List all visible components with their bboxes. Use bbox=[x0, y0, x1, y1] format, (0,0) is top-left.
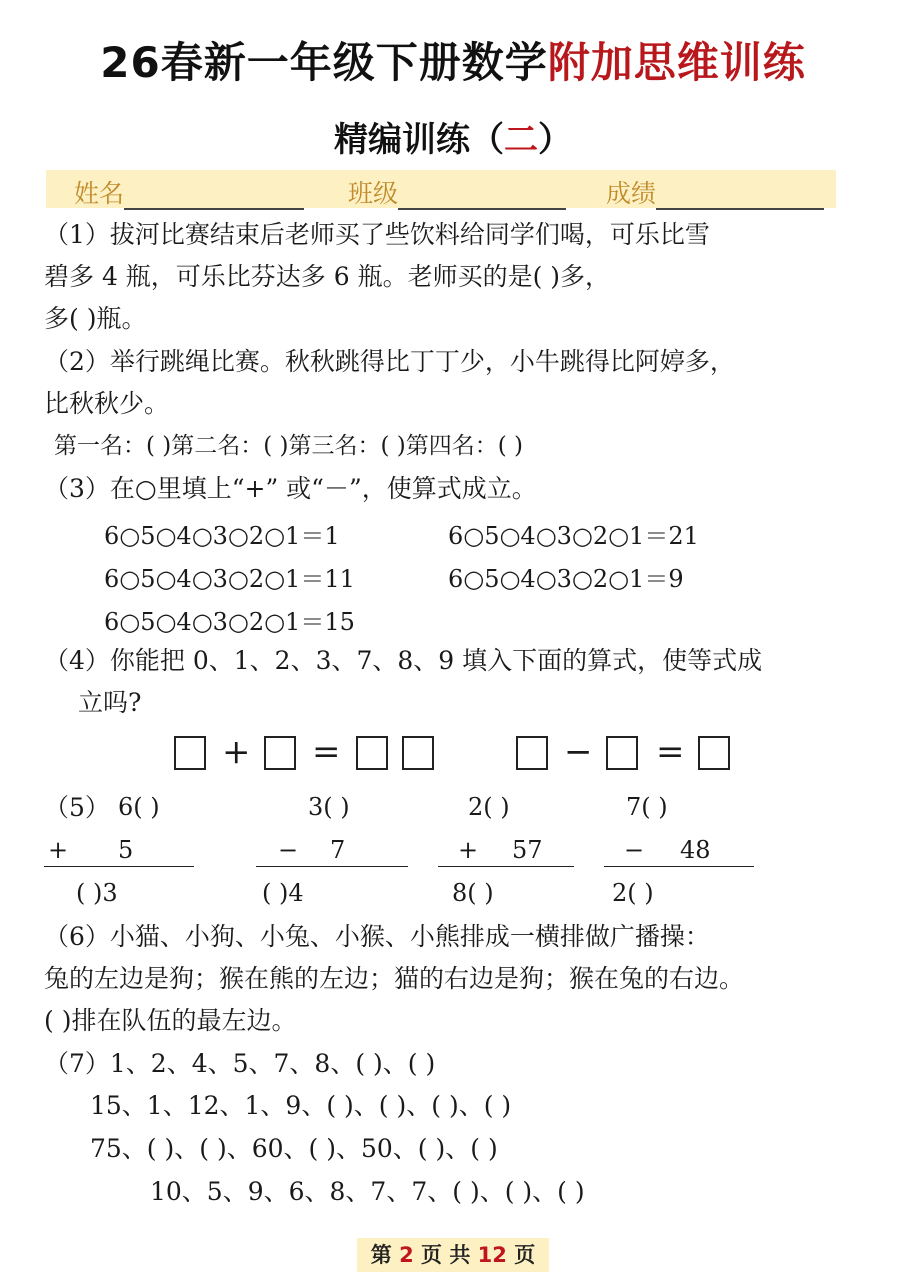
answer-box[interactable] bbox=[402, 736, 434, 770]
q5-col2-bottom: ( )4 bbox=[262, 879, 304, 907]
answer-box[interactable] bbox=[698, 736, 730, 770]
q5-col3-bottom: 8( ) bbox=[452, 879, 494, 907]
q5-col2-top: 3( ) bbox=[308, 793, 350, 821]
q5-col1-rule bbox=[44, 866, 194, 867]
score-blank-line[interactable] bbox=[656, 182, 824, 210]
equals-sign: = bbox=[656, 732, 685, 772]
total-page-count: 12 bbox=[477, 1243, 507, 1267]
footer-post: 页 bbox=[514, 1243, 536, 1267]
subtitle-right: ） bbox=[538, 120, 572, 160]
q5-label: （5） bbox=[44, 793, 110, 822]
q5-col2-rule bbox=[256, 866, 408, 867]
q5-col1-bottom: ( )3 bbox=[76, 879, 118, 907]
q2-line1: （2）举行跳绳比赛。秋秋跳得比丁丁少，小牛跳得比阿婷多， bbox=[44, 347, 735, 376]
q4-line2: 立吗? bbox=[78, 688, 142, 717]
answer-box[interactable] bbox=[174, 736, 206, 770]
title-main: 26春新一年级下册数学 bbox=[100, 38, 548, 87]
q5-col4-op: − bbox=[624, 836, 645, 864]
answer-box[interactable] bbox=[606, 736, 638, 770]
q3-equation-1: 6○5○4○3○2○1＝1 bbox=[104, 522, 340, 550]
minus-sign: − bbox=[564, 732, 593, 772]
footer-mid: 页 共 bbox=[421, 1243, 471, 1267]
name-blank-line[interactable] bbox=[124, 182, 304, 210]
title-highlight: 附加思维训练 bbox=[547, 38, 806, 87]
q5-col3-op: + bbox=[458, 836, 479, 864]
q5-col1-op: + bbox=[48, 836, 69, 864]
q6-line2: 兔的左边是狗；猴在熊的左边；猫的右边是狗；猴在兔的右边。 bbox=[44, 964, 745, 993]
page-number-footer bbox=[357, 1238, 549, 1272]
name-label: 姓名 bbox=[74, 179, 125, 208]
q2-rank-line: 第一名：( )第二名：( )第三名：( )第四名：( ) bbox=[54, 433, 524, 459]
class-blank-line[interactable] bbox=[398, 182, 566, 210]
equals-sign: = bbox=[312, 732, 341, 772]
q5-col3-rule bbox=[438, 866, 574, 867]
current-page-number: 2 bbox=[399, 1243, 414, 1267]
q5-col2-num: 7 bbox=[330, 836, 346, 864]
name-field bbox=[74, 174, 304, 210]
q6-line3: ( )排在队伍的最左边。 bbox=[44, 1006, 297, 1035]
q3-line1: （3）在○里填上“+” 或“－”，使算式成立。 bbox=[44, 474, 537, 503]
page-subtitle bbox=[0, 112, 906, 161]
q3-equation-4: 6○5○4○3○2○1＝9 bbox=[448, 565, 684, 593]
class-label: 班级 bbox=[348, 179, 399, 208]
q5-col4-top: 7( ) bbox=[626, 793, 668, 821]
q4-line1: （4）你能把 0、1、2、3、7、8、9 填入下面的算式，使等式成 bbox=[44, 646, 763, 675]
q5-col3-top: 2( ) bbox=[468, 793, 510, 821]
q3-equation-2: 6○5○4○3○2○1＝21 bbox=[448, 522, 699, 550]
q2-line2: 比秋秋少。 bbox=[44, 389, 170, 418]
q5-col1-top: 6( ) bbox=[118, 793, 160, 821]
plus-sign: + bbox=[222, 732, 251, 772]
score-field bbox=[606, 174, 824, 210]
q1-line2: 碧多 4 瓶，可乐比芬达多 6 瓶。老师买的是( )多， bbox=[44, 262, 611, 291]
q7-line3: 75、( )、( )、60、( )、50、( )、( ) bbox=[90, 1134, 498, 1163]
answer-box[interactable] bbox=[516, 736, 548, 770]
q1-line3: 多( )瓶。 bbox=[44, 304, 147, 333]
q5-col4-rule bbox=[604, 866, 754, 867]
answer-box[interactable] bbox=[356, 736, 388, 770]
student-info-bar bbox=[46, 170, 836, 208]
q5-col1-num: 5 bbox=[118, 836, 134, 864]
answer-box[interactable] bbox=[264, 736, 296, 770]
q7-line4: 10、5、9、6、8、7、7、( )、( )、( ) bbox=[150, 1177, 585, 1206]
class-field bbox=[348, 174, 566, 210]
q5-col3-num: 57 bbox=[512, 836, 543, 864]
page-title bbox=[0, 30, 906, 90]
q1-line1: （1）拔河比赛结束后老师买了些饮料给同学们喝，可乐比雪 bbox=[44, 220, 710, 249]
q7-line1: （7）1、2、4、5、7、8、( )、( ) bbox=[44, 1049, 436, 1078]
q3-equation-5: 6○5○4○3○2○1＝15 bbox=[104, 608, 355, 636]
q3-equation-3: 6○5○4○3○2○1＝11 bbox=[104, 565, 355, 593]
subtitle-number: 二 bbox=[504, 120, 538, 160]
subtitle-left: 精编训练（ bbox=[334, 120, 504, 160]
q5-col4-bottom: 2( ) bbox=[612, 879, 654, 907]
q5-col4-num: 48 bbox=[680, 836, 711, 864]
q7-line2: 15、1、12、1、9、( )、( )、( )、( ) bbox=[90, 1091, 512, 1120]
footer-pre: 第 bbox=[370, 1243, 392, 1267]
q5-col2-op: − bbox=[278, 836, 299, 864]
score-label: 成绩 bbox=[606, 179, 657, 208]
q4-box-equations bbox=[0, 732, 906, 780]
q6-line1: （6）小猫、小狗、小兔、小猴、小熊排成一横排做广播操： bbox=[44, 922, 710, 951]
